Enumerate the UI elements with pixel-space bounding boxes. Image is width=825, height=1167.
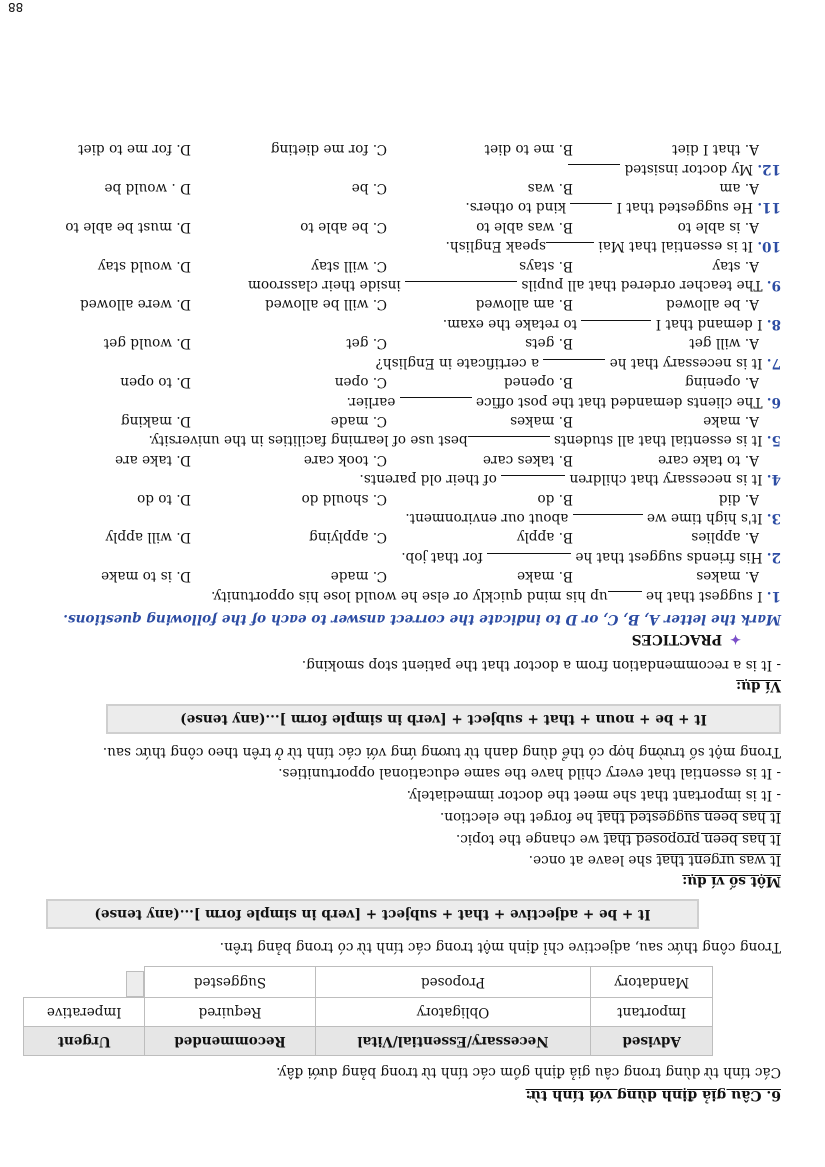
question-stem: It is essential that all students — [549, 432, 767, 449]
table-cell-empty — [126, 971, 144, 997]
answer-blank[interactable] — [581, 320, 651, 333]
answer-option[interactable]: B. makes — [510, 412, 573, 429]
question-text — [38, 275, 781, 295]
table-cell: Obligatory — [315, 997, 591, 1026]
example-item — [38, 806, 781, 826]
answer-options — [38, 294, 781, 313]
question-stem-end: about our environment. — [405, 509, 573, 526]
answer-option[interactable]: D. making — [120, 412, 191, 429]
question-number: 12. — [757, 160, 781, 177]
answer-option[interactable]: D. to do — [137, 490, 191, 507]
formula-adjective: It + be + adjective + that + subject + [verb in simple form ]...(any tense) — [46, 899, 699, 929]
question-item — [38, 372, 781, 411]
examples-heading: Một số ví dụ: — [682, 873, 781, 890]
question-item — [38, 566, 781, 605]
question-number: 8. — [766, 315, 781, 332]
answer-options — [38, 449, 781, 468]
answer-option[interactable]: D. must be able to — [65, 218, 191, 235]
practice-instruction: Mark the letter A, B, C, or D to indicate the correct answer to each of the following questions. — [63, 610, 781, 627]
question-stem: The clients demanded that the post office — [471, 393, 767, 410]
answer-option[interactable]: B. opened — [503, 374, 573, 391]
examples-list — [38, 763, 781, 870]
question-text — [38, 197, 781, 217]
question-stem-end: best use of learning facilities in the university. — [148, 432, 468, 449]
question-stem: His friends suggest that he — [571, 548, 767, 565]
answer-option[interactable]: C. will be allowed — [265, 296, 387, 313]
formula-noun: It + be + noun + that + subject + [verb in simple form ]...(any tense) — [106, 704, 781, 734]
section-heading: 6. Câu giả định dùng với tính từ: — [525, 1087, 781, 1103]
example-underlined: It was urgent that — [656, 852, 781, 869]
example-underlined: It has been suggested that — [597, 808, 781, 825]
answer-option[interactable]: A. that I diet — [672, 141, 759, 158]
question-number: 10. — [757, 238, 781, 255]
answer-option[interactable]: A. makes — [696, 568, 759, 585]
answer-option[interactable]: A. opening — [685, 374, 759, 391]
question-stem-end: a certificate in English? — [375, 354, 544, 371]
answer-option[interactable]: B. stays — [519, 257, 573, 274]
question-number: 1. — [766, 587, 781, 604]
practices-title — [38, 631, 741, 647]
answer-option[interactable]: D . would be — [104, 179, 191, 196]
page-number: 88 — [8, 0, 24, 14]
table-header-cell: Necessary/Essential/Vital — [315, 1026, 591, 1055]
answer-options — [38, 411, 781, 430]
question-stem-end: kind to others. — [465, 199, 571, 216]
answer-option[interactable]: B. was able to — [476, 218, 573, 235]
question-stem-end: speak English. — [445, 238, 547, 255]
answer-blank[interactable] — [405, 281, 517, 294]
example-rest: - It is important that she meet the doctor immediately. — [406, 787, 781, 804]
example-text: - It is a recommendation from a doctor that the patient stop smoking. — [301, 656, 781, 673]
answer-blank[interactable] — [546, 242, 594, 255]
answer-option[interactable]: B. gets — [525, 335, 573, 352]
example-item — [38, 763, 781, 783]
question-stem: The teacher ordered that all pupils — [517, 276, 767, 293]
adjective-table — [23, 966, 713, 1056]
answer-option[interactable]: A. stay — [712, 257, 759, 274]
answer-blank[interactable] — [468, 436, 550, 449]
answer-blank[interactable] — [400, 397, 472, 410]
question-item — [38, 139, 781, 178]
table-cell: Suggested — [145, 967, 315, 998]
answer-option[interactable]: D. will apply — [105, 529, 191, 546]
answer-option[interactable]: C. made — [330, 568, 387, 585]
table-header-cell: Advised — [591, 1026, 713, 1055]
question-item — [38, 255, 781, 294]
answer-option[interactable]: C. made — [330, 412, 387, 429]
section-intro: Các tính từ dùng trong câu giả định gồm các tính từ trong bảng dưới đây. — [276, 1064, 781, 1080]
practices-label: PRACTICES — [631, 630, 723, 647]
answer-option[interactable]: D. would stay — [97, 257, 191, 274]
example-underlined: It has been proposed that — [603, 830, 781, 847]
question-text — [38, 469, 781, 489]
question-item — [38, 488, 781, 527]
question-number: 2. — [766, 548, 781, 565]
answer-option[interactable]: A. make — [703, 412, 759, 429]
question-stem: He suggested that I — [612, 199, 758, 216]
answer-option[interactable]: B. apply — [516, 529, 573, 546]
answer-option[interactable]: D. for me to diet — [78, 141, 191, 158]
question-item — [38, 333, 781, 372]
question-text — [38, 391, 781, 411]
answer-option[interactable]: D. were allowed — [80, 296, 191, 313]
question-number: 5. — [766, 432, 781, 449]
question-text — [38, 430, 781, 450]
table-cell: Imperative — [24, 997, 145, 1026]
answer-options — [38, 216, 781, 235]
question-stem-end: earlier. — [346, 393, 400, 410]
answer-blank[interactable] — [570, 203, 612, 216]
table-header-cell: Urgent — [24, 1026, 145, 1055]
example-item — [38, 784, 781, 804]
answer-options — [38, 527, 781, 546]
question-stem: My doctor insisted — [620, 160, 758, 177]
question-item — [38, 216, 781, 255]
question-stem: I demand that I — [651, 315, 767, 332]
answer-option[interactable]: A. to take care — [658, 451, 759, 468]
example-item — [38, 828, 781, 848]
answer-option[interactable]: C. open — [334, 374, 387, 391]
answer-options — [38, 178, 781, 197]
question-text — [38, 158, 781, 178]
question-stem: It is necessary that he — [605, 354, 767, 371]
answer-option[interactable]: D. take are — [115, 451, 191, 468]
table-row — [24, 967, 713, 998]
example-heading: Ví dụ: — [736, 677, 781, 694]
question-stem-end: for that job. — [401, 548, 488, 565]
answer-option[interactable]: D. to open — [120, 374, 191, 391]
table-header-row — [24, 1026, 713, 1055]
question-number: 3. — [766, 509, 781, 526]
note-noun: Trong một số trường hợp có thể dùng danh từ tương ứng với các tính từ ở trên theo công thức sau. — [102, 743, 781, 760]
answer-blank[interactable] — [568, 164, 620, 177]
question-text — [38, 546, 781, 566]
question-item — [38, 294, 781, 333]
answer-option[interactable]: A. be allowed — [666, 296, 759, 313]
answer-blank[interactable] — [608, 591, 642, 604]
answer-option[interactable]: D. would get — [103, 335, 191, 352]
answer-option[interactable]: C. should do — [301, 490, 387, 507]
question-text — [38, 508, 781, 528]
question-list — [38, 139, 781, 605]
answer-option[interactable]: C. get — [346, 335, 387, 352]
example-rest: we change the topic. — [455, 830, 604, 847]
question-number: 11. — [757, 199, 781, 216]
answer-blank[interactable] — [487, 553, 571, 566]
question-stem-end: up his mind quickly or else he would lose his opportunity. — [211, 587, 608, 604]
answer-option[interactable]: B. was — [527, 179, 573, 196]
table-cell: Proposed — [315, 967, 591, 998]
question-number: 6. — [766, 393, 781, 410]
example-rest: he forget the election. — [439, 808, 598, 825]
question-stem: It is essential that Mai — [594, 238, 758, 255]
question-text — [38, 236, 781, 256]
question-number: 9. — [766, 276, 781, 293]
example-rest: she leave at once. — [528, 852, 657, 869]
answer-options — [38, 372, 781, 391]
answer-option[interactable]: C. will stay — [311, 257, 387, 274]
answer-option[interactable]: C. applying — [309, 529, 387, 546]
answer-option[interactable]: A. applies — [691, 529, 759, 546]
answer-options — [38, 488, 781, 507]
answer-option[interactable]: A. will get — [689, 335, 759, 352]
question-stem: I suggest that he — [641, 587, 767, 604]
question-text — [38, 585, 781, 605]
answer-option[interactable]: B. make — [517, 568, 573, 585]
answer-options — [38, 333, 781, 352]
answer-option[interactable]: B. takes care — [482, 451, 573, 468]
question-stem-end: inside their classroom — [248, 276, 406, 293]
answer-option[interactable]: A. is able to — [677, 218, 759, 235]
question-item — [38, 449, 781, 488]
answer-option[interactable]: B. me to diet — [484, 141, 573, 158]
example-item — [38, 850, 781, 870]
answer-option[interactable]: B. am allowed — [475, 296, 573, 313]
table-header-cell: Recommended — [145, 1026, 315, 1055]
answer-option[interactable]: C. be able to — [300, 218, 387, 235]
answer-option[interactable]: C. be — [351, 179, 387, 196]
answer-blank[interactable] — [543, 359, 605, 372]
question-text — [38, 352, 781, 372]
answer-option[interactable]: C. for me dieting — [270, 141, 387, 158]
note-adjective: Trong công thức sau, adjective chỉ định một trong các tính từ có trong bảng trên. — [219, 939, 781, 956]
table-cell: Mandatory — [591, 967, 713, 998]
answer-options — [38, 139, 781, 158]
question-text — [38, 313, 781, 333]
example-rest: - It is essential that every child have the same educational opportunities. — [278, 765, 781, 782]
answer-option[interactable]: A. did — [718, 490, 759, 507]
answer-option[interactable]: A. am — [719, 179, 759, 196]
answer-options — [38, 566, 781, 585]
answer-options — [38, 255, 781, 274]
question-stem: It's high time we — [642, 509, 767, 526]
answer-blank[interactable] — [501, 475, 565, 488]
question-stem-end: of their old parents. — [359, 471, 502, 487]
question-item — [38, 527, 781, 566]
question-item — [38, 411, 781, 450]
table-row — [24, 997, 713, 1026]
question-number: 7. — [766, 354, 781, 371]
table-cell: Required — [145, 997, 315, 1026]
answer-option[interactable]: D. is to make — [101, 568, 191, 585]
star-icon: ✦ — [730, 630, 741, 646]
answer-blank[interactable] — [573, 514, 643, 527]
table-cell: Important — [591, 997, 713, 1026]
question-stem: It is necessary that children — [565, 471, 767, 487]
question-item — [38, 178, 781, 217]
answer-option[interactable]: C. took care — [303, 451, 387, 468]
answer-option[interactable]: B. do — [537, 490, 573, 507]
question-number: 4. — [766, 471, 781, 487]
question-stem-end: to retake the exam. — [442, 315, 582, 332]
